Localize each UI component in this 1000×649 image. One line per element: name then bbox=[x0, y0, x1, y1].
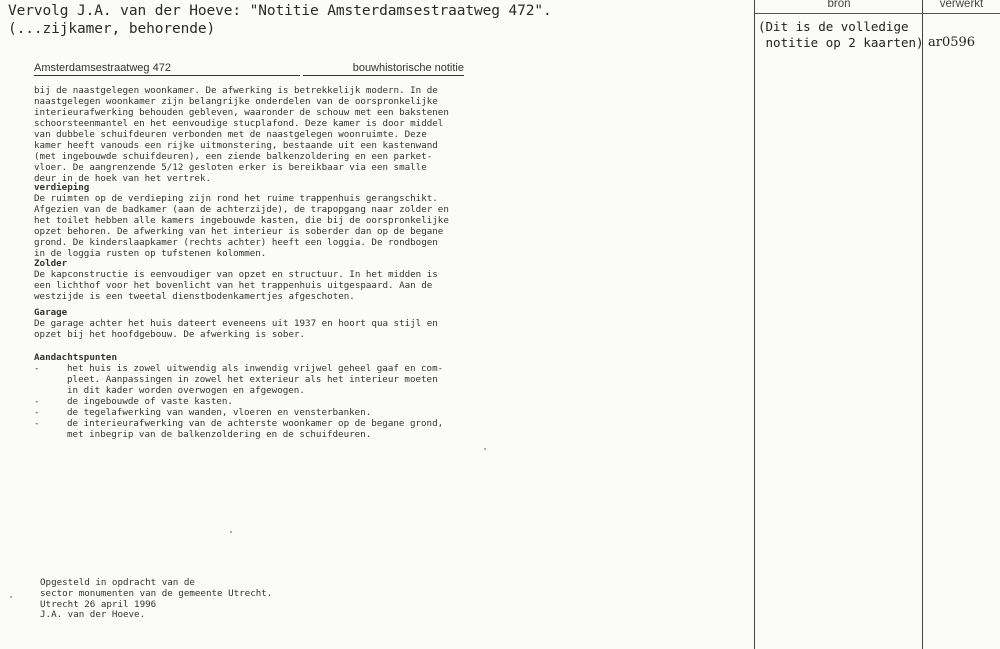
paper-speck bbox=[230, 531, 232, 533]
text-line: Afgezien van de badkamer (aan de achterzijde), de trapopgang naar zolder en bbox=[34, 204, 449, 215]
text-line: deur in de hoek van het vertrek. bbox=[34, 173, 212, 184]
text-line: opzet behoren. De afwerking van het interieur is soberder dan op de begane bbox=[34, 226, 444, 237]
column-rule-middle bbox=[922, 0, 923, 649]
text-line: het huis is zowel uitwendig als inwendig vrijwel geheel gaaf en com- bbox=[67, 363, 444, 374]
attention-list bbox=[34, 363, 469, 440]
section-heading: Garage bbox=[34, 307, 68, 318]
text-line: de interieurafwerking van de achterste woonkamer op de begane grond, bbox=[67, 418, 444, 429]
verwerkt-column-header: verwerkt bbox=[939, 0, 984, 10]
bron-column-header: bron bbox=[827, 0, 851, 10]
verwerkt-code: ar0596 bbox=[928, 35, 976, 50]
dash-marker: - bbox=[34, 418, 40, 429]
list-item bbox=[34, 363, 469, 396]
text-line: (met ingebouwde schuifdeuren), een ziende balkenzoldering en een parket- bbox=[34, 151, 433, 162]
text-line: een lichthof voor het bovenlicht van het trappenhuis uitgespaard. Aan de bbox=[34, 280, 433, 291]
text-line: De ruimten op de verdieping zijn rond het ruime trappenhuis gerangschikt. bbox=[34, 193, 438, 204]
dash-marker: - bbox=[34, 363, 40, 374]
text-line: notitie op 2 kaarten) bbox=[758, 35, 924, 50]
section-aandachtspunten bbox=[34, 352, 469, 440]
text-line: westzijde is een tweetal dienstbodenkamertjes afgeschoten. bbox=[34, 291, 355, 302]
text-line: opzet bij het hoofdgebouw. De afwerking is sober. bbox=[34, 329, 306, 340]
section-zolder bbox=[34, 258, 469, 302]
text-line: Opgesteld in opdracht van de bbox=[40, 577, 195, 588]
text-line: van dubbele schuifdeuren verbonden met de naastgelegen woonruimte. Deze bbox=[34, 129, 427, 140]
document-address-label: Amsterdamsestraatweg 472 bbox=[34, 62, 300, 76]
column-rule-left bbox=[754, 0, 755, 649]
text-line: met inbegrip van de balkenzoldering en de schuifdeuren. bbox=[67, 429, 372, 440]
section-heading: verdieping bbox=[34, 182, 90, 193]
intro-paragraph bbox=[34, 85, 469, 184]
list-item bbox=[34, 407, 469, 418]
text-line: pleet. Aanpassingen in zowel het exterieur als het interieur moeten bbox=[67, 374, 438, 385]
bron-note bbox=[758, 19, 924, 51]
text-line: sector monumenten van de gemeente Utrecht. bbox=[40, 587, 273, 599]
text-line: vloer. De aangrenzende 5/12 gesloten erker is bereikbaar via een smalle bbox=[34, 162, 427, 173]
card-header-line-2: (...zijkamer, behorende) bbox=[8, 21, 216, 37]
text-line: de ingebouwde of vaste kasten. bbox=[67, 396, 233, 407]
text-line: bij de naastgelegen woonkamer. De afwerking is betrekkelijk modern. In de bbox=[34, 85, 438, 96]
paper-speck bbox=[484, 448, 486, 450]
card-header-line-1: Vervolg J.A. van der Hoeve: "Notitie Amsterdamsestraatweg 472". bbox=[8, 3, 552, 19]
section-garage bbox=[34, 307, 469, 340]
dash-marker: - bbox=[34, 407, 40, 418]
text-line: naastgelegen woonkamer zijn belangrijke onderdelen van de oorspronkelijke bbox=[34, 96, 438, 107]
section-heading: Aandachtspunten bbox=[34, 352, 117, 363]
text-line: Utrecht 26 april 1996 bbox=[40, 598, 157, 610]
text-line: in dit kader worden overwogen en afgewogen. bbox=[67, 385, 305, 396]
document-type-label: bouwhistorische notitie bbox=[303, 62, 464, 76]
section-heading: Zolder bbox=[34, 258, 68, 269]
text-line: de tegelafwerking van wanden, vloeren en vensterbanken. bbox=[67, 407, 372, 418]
paper-speck bbox=[10, 596, 12, 598]
list-item bbox=[34, 396, 469, 407]
section-verdieping bbox=[34, 182, 469, 259]
text-line: het toilet hebben alle kamers ingebouwde kasten, die bij de oorspronkelijke bbox=[34, 215, 449, 226]
text-line: De garage achter het huis dateert eveneens uit 1937 en hoort qua stijl en bbox=[34, 318, 438, 329]
text-line: grond. De kinderslaapkamer (rechts achter) heeft een loggia. De rondbogen bbox=[34, 237, 438, 248]
dash-marker: - bbox=[34, 396, 40, 407]
text-line: schoorsteenmantel en het eenvoudige stucplafond. Deze kamer is door middel bbox=[34, 118, 444, 129]
text-line: (Dit is de volledige bbox=[758, 19, 909, 34]
header-rule bbox=[754, 13, 1000, 14]
text-line: J.A. van der Hoeve. bbox=[40, 609, 146, 621]
document-footer bbox=[40, 578, 272, 621]
text-line: interieurafwerking behouden gebleven, waaronder de schouw met een bakstenen bbox=[34, 107, 449, 118]
text-line: kamer heeft vanouds een rijke uitmonstering, bestaande uit een kastenwand bbox=[34, 140, 438, 151]
text-line: De kapconstructie is eenvoudiger van opzet en structuur. In het midden is bbox=[34, 269, 438, 280]
list-item bbox=[34, 418, 469, 440]
text-line: in de loggia rusten op tufstenen kolommen. bbox=[34, 248, 267, 259]
